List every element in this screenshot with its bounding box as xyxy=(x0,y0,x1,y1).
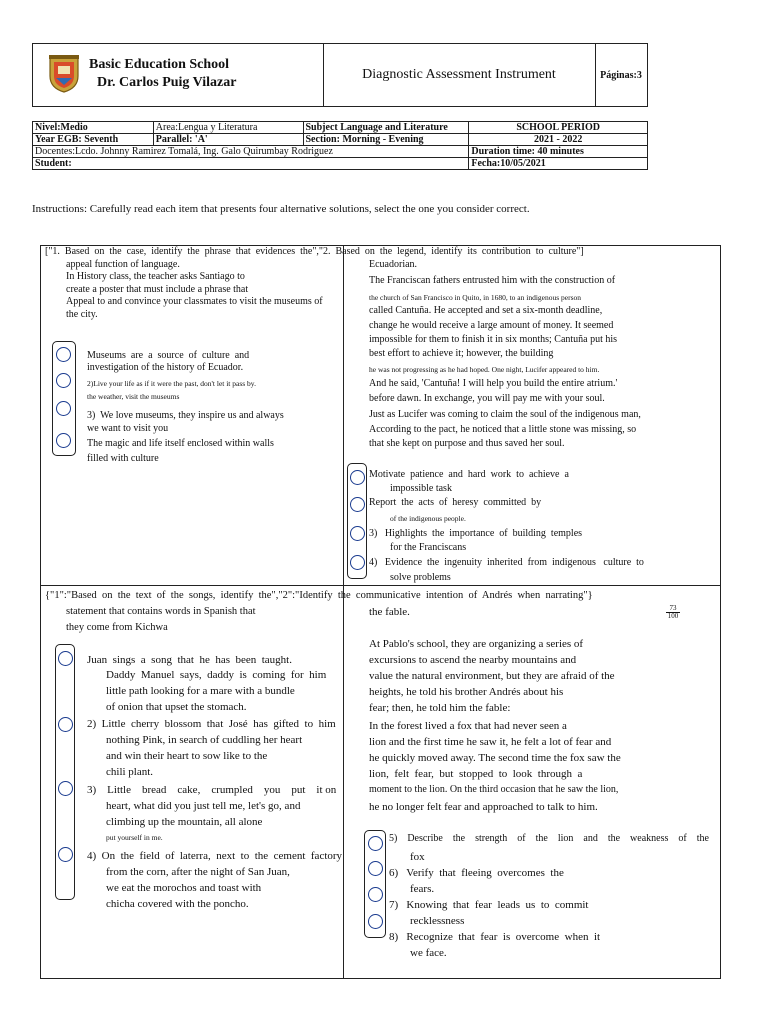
q2-option-3: for the Franciscans xyxy=(390,542,467,553)
student-field[interactable]: Student: xyxy=(33,158,469,170)
q4-line: he quickly moved away. The second time the fox saw the xyxy=(369,752,621,764)
q4-option-7-radio[interactable] xyxy=(368,887,383,902)
q1-option-1: Museums are a source of culture and xyxy=(87,350,250,361)
q4-line: he no longer felt fear and approached to talk to him. xyxy=(369,801,598,813)
q3-option-1: of onion that upset the stomach. xyxy=(106,701,247,713)
q4-option-7: recklessness xyxy=(410,915,465,927)
q1-option-1: investigation of the history of Ecuador. xyxy=(87,362,244,373)
q2-line: According to the pact, he noticed that a little stone was missing, so xyxy=(369,424,637,435)
q4-line: excursions to ascend the nearby mountains and xyxy=(369,654,577,666)
q4-option-5: 5) Describe the strength of the lion and the weakness of the xyxy=(389,833,709,844)
q2-line: the church of San Francisco in Quito, in 1680, to an indigenous person xyxy=(369,293,582,302)
q1-option-3-radio[interactable] xyxy=(56,401,71,416)
q4-line: lion and the first time he saw it, he felt a lot of fear and xyxy=(369,736,612,748)
q2-line: he was not progressing as he had hoped. One night, Lucifer appeared to him. xyxy=(369,365,600,374)
q3-option-2: 2) Little cherry blossom that José has gifted to him xyxy=(87,718,336,730)
q4-option-5: fox xyxy=(410,851,425,863)
q1-option-2: 2)Live your life as if it were the past, don't let it pass by. xyxy=(87,379,256,388)
q2-option-2: Report the acts of heresy committed by xyxy=(369,497,542,508)
q4-line: moment to the lion. On the third occasion that he saw the lion, xyxy=(369,784,619,795)
q3-option-4: 4) On the field of laterra, next to the cement factory xyxy=(87,850,343,862)
nivel-cell: Nivel:Medio xyxy=(33,122,154,134)
q4-option-7: 7) Knowing that fear leads us to commit xyxy=(389,899,589,911)
grid-divider-vertical xyxy=(343,245,344,979)
q2-option-2-radio[interactable] xyxy=(350,497,365,512)
q3-option-1: Juan sings a song that he has been taught. xyxy=(87,654,292,666)
q1-option-3: we want to visit you xyxy=(87,423,169,434)
q4-option-6: fears. xyxy=(410,883,435,895)
q1-q2-prompt: ["1. Based on the case, identify the phrase that evidences the","2. Based on the legend, identify its contribution to culture"] xyxy=(45,246,584,257)
q4-line: In the forest lived a fox that had never seen a xyxy=(369,720,567,732)
q4-line: At Pablo's school, they are organizing a series of xyxy=(369,638,584,650)
school-cell xyxy=(33,44,324,106)
q3-option-4: we eat the morochos and toast with xyxy=(106,882,262,894)
q2-option-4: 4) Evidence the ingenuity inherited from indigenous culture to xyxy=(369,557,644,568)
score-numerator: 73 xyxy=(666,605,680,613)
q3-line: they come from Kichwa xyxy=(66,622,168,633)
q4-option-6-radio[interactable] xyxy=(368,861,383,876)
q1-line: create a poster that must include a phrase that xyxy=(66,284,249,295)
header-box xyxy=(32,43,648,107)
fecha-cell: Fecha:10/05/2021 xyxy=(469,158,648,170)
q3-option-1-radio[interactable] xyxy=(58,651,73,666)
q3-option-3: 3) Little bread cake, crumpled you put it on xyxy=(87,784,337,796)
q2-line: Just as Lucifer was coming to claim the soul of the indigenous man, xyxy=(369,409,641,420)
instrument-title: Diagnostic Assessment Instrument xyxy=(323,44,596,106)
subject-cell: Subject Language and Literature xyxy=(303,122,469,134)
school-period-value: 2021 - 2022 xyxy=(469,134,648,146)
q3-line: statement that contains words in Spanish that xyxy=(66,606,256,617)
q4-line: fear; then, he told him the fable: xyxy=(369,702,511,714)
q2-option-3-radio[interactable] xyxy=(350,526,365,541)
parallel-cell: Parallel: 'A' xyxy=(153,134,303,146)
q3-option-3: climbing up the mountain, all alone xyxy=(106,816,263,828)
q2-line: change he would receive a large amount of money. It seemed xyxy=(369,320,614,331)
q4-option-6: 6) Verify that fleeing overcomes the xyxy=(389,867,564,879)
q3-option-2: nothing Pink, in search of cuddling her heart xyxy=(106,734,303,746)
area-cell: Area:Lengua y Literatura xyxy=(153,122,303,134)
q2-line: And he said, 'Cantuña! I will help you build the entire atrium.' xyxy=(369,378,618,389)
q2-line: The Franciscan fathers entrusted him with the construction of xyxy=(369,275,616,286)
q2-option-4-radio[interactable] xyxy=(350,555,365,570)
q2-line: impossible for them to finish it in six months; Cantuña put his xyxy=(369,334,618,345)
q2-option-3: 3) Highlights the importance of building temples xyxy=(369,528,583,539)
q4-line: the fable. xyxy=(369,606,410,618)
q1-option-2: the weather, visit the museums xyxy=(87,392,180,401)
q2-option-1: Motivate patience and hard work to achieve a xyxy=(369,469,569,480)
q2-option-2: of the indigenous people. xyxy=(390,514,466,523)
q3-option-2: chili plant. xyxy=(106,766,154,778)
q2-option-4: solve problems xyxy=(390,572,451,583)
q1-option-2-radio[interactable] xyxy=(56,373,71,388)
q4-line: heights, he told his brother Andrés about his xyxy=(369,686,564,698)
q4-option-5-radio[interactable] xyxy=(368,836,383,851)
year-cell: Year EGB: Seventh xyxy=(33,134,154,146)
q2-line: Ecuadorian. xyxy=(369,259,418,270)
grid-divider-horizontal xyxy=(40,585,721,586)
q4-line: value the natural environment, but they are afraid of the xyxy=(369,670,615,682)
q1-option-4: The magic and life itself enclosed within walls xyxy=(87,438,274,449)
section-cell: Section: Morning - Evening xyxy=(303,134,469,146)
school-name: Basic Education School xyxy=(89,57,230,72)
q1-line: Appeal to and convince your classmates to visit the museums of xyxy=(66,296,323,307)
q4-option-8: 8) Recognize that fear is overcome when it xyxy=(389,931,601,943)
q1-line: appeal function of language. xyxy=(66,259,180,270)
q1-option-4: filled with culture xyxy=(87,453,159,464)
q3-option-3-radio[interactable] xyxy=(58,781,73,796)
q2-line: that she kept on purpose and thus saved her soul. xyxy=(369,438,565,449)
school-subname: Dr. Carlos Puig Vilazar xyxy=(97,75,237,90)
info-table xyxy=(32,121,648,170)
q3-option-4-radio[interactable] xyxy=(58,847,73,862)
q4-option-8: we face. xyxy=(410,947,447,959)
school-crest-icon xyxy=(47,54,81,94)
q2-line: before dawn. In exchange, you will pay me with your soul. xyxy=(369,393,605,404)
q3-option-2-radio[interactable] xyxy=(58,717,73,732)
school-period-label: SCHOOL PERIOD xyxy=(469,122,648,134)
instructions: Instructions: Carefully read each item that presents four alternative solutions, select the one you consider correct. xyxy=(32,203,530,215)
q3-option-4: chicha covered with the poncho. xyxy=(106,898,249,910)
q4-option-8-radio[interactable] xyxy=(368,914,383,929)
q2-option-1: impossible task xyxy=(390,483,452,494)
duration-cell: Duration time: 40 minutes xyxy=(469,146,648,158)
pages-label: Páginas:3 xyxy=(600,69,642,81)
q3-option-1: Daddy Manuel says, daddy is coming for him xyxy=(106,669,327,681)
q1-option-4-radio[interactable] xyxy=(56,433,71,448)
q3-option-1: little path looking for a mare with a bundle xyxy=(106,685,295,697)
q1-option-3: 3) We love museums, they inspire us and always xyxy=(87,410,284,421)
q2-line: best effort to achieve it; however, the building xyxy=(369,348,554,359)
score-denominator: 100 xyxy=(667,612,679,620)
q1-line: the city. xyxy=(66,309,98,320)
q1-option-1-radio[interactable] xyxy=(56,347,71,362)
docentes-cell: Docentes:Lcdo. Johnny Ramirez Tomalá, Ing. Galo Quirumbay Rodriguez xyxy=(33,146,469,158)
q3-option-4: from the corn, after the night of San Juan, xyxy=(106,866,290,878)
q3-option-3: put yourself in me. xyxy=(106,833,163,842)
q2-option-1-radio[interactable] xyxy=(350,470,365,485)
q3-q4-prompt: {"1":"Based on the text of the songs, identify the","2":"Identify the communicative intention of Andrés when narrating"} xyxy=(45,590,593,601)
q3-option-3: heart, what did you just tell me, let's go, and xyxy=(106,800,301,812)
q1-line: In History class, the teacher asks Santiago to xyxy=(66,271,245,282)
q2-line: called Cantuña. He accepted and set a six-month deadline, xyxy=(369,305,603,316)
q3-option-2: and win their heart to sow like to the xyxy=(106,750,268,762)
q4-line: lion, felt fear, but stopped to look through a xyxy=(369,768,583,780)
